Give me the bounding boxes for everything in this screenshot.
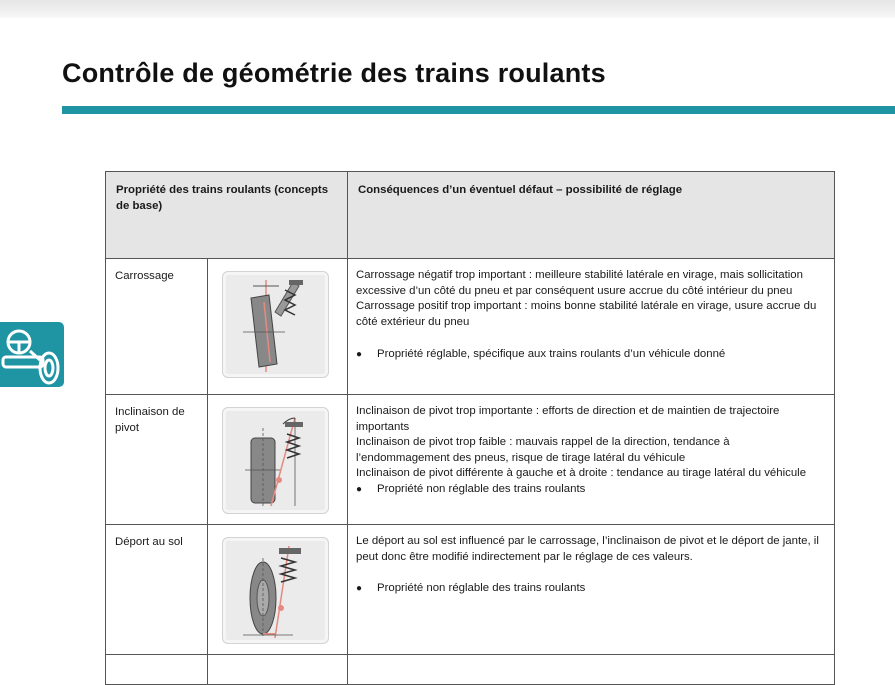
page-title: Contrôle de géométrie des trains roulants: [62, 58, 606, 88]
top-shade-bar: [0, 0, 895, 18]
kingpin-inclination-diagram-icon: [222, 407, 329, 514]
list-item: [356, 347, 826, 363]
consequence-text: Inclinaison de pivot trop importante : efforts de direction et de maintien de trajectoire importants: [356, 405, 780, 433]
list-item: [356, 482, 826, 498]
property-column-header: Propriété des trains roulants (concepts de base): [106, 172, 348, 259]
title-rule: [62, 106, 895, 114]
bullet-icon: ●: [356, 349, 363, 361]
consequence-text: Inclinaison de pivot trop faible : mauvais rappel de la direction, tendance à l’endommagement des pneus, risque de tirage latéral du véhicule: [356, 436, 730, 464]
chassis-properties-table: [105, 171, 835, 685]
bullet-icon: ●: [356, 583, 363, 595]
scrub-radius-diagram-icon: [222, 537, 329, 644]
table-row: [106, 259, 835, 395]
bullet-text: Propriété non réglable des trains roulants: [377, 482, 586, 495]
table-row: [106, 525, 835, 655]
property-cell: Déport au sol: [106, 525, 208, 655]
table-header-row: [106, 172, 835, 259]
table-row: [106, 395, 835, 525]
table-row: [106, 655, 835, 685]
bullet-text: Propriété réglable, spécifique aux trains roulants d’un véhicule donné: [377, 348, 726, 361]
consequence-text: Carrossage négatif trop important : meilleure stabilité latérale en virage, mais sollicitation excessive d’un côté du pneu et par conséquent usure accrue du côté intérieur du pneu: [356, 269, 803, 297]
consequence-text: Inclinaison de pivot différente à gauche et à droite : tendance au tirage latéral du véhicule: [356, 467, 807, 480]
consequence-text: Carrossage positif trop important : moins bonne stabilité latérale en virage, usure accrue du côté extérieur du pneu: [356, 300, 817, 328]
consequences-column-header: Conséquences d’un éventuel défaut – possibilité de réglage: [348, 172, 835, 259]
list-item: [356, 581, 826, 597]
property-cell: Carrossage: [106, 259, 208, 395]
property-cell: Inclinaison de pivot: [106, 395, 208, 525]
camber-diagram-icon: [222, 271, 329, 378]
consequence-text: Le déport au sol est influencé par le carrossage, l’inclinaison de pivot et le déport de jante, il peut donc être modifié indirectement par le réglage de ces valeurs.: [356, 535, 819, 563]
bullet-icon: ●: [356, 483, 363, 495]
vehicle-steering-wheel-icon: [0, 322, 64, 387]
bullet-text: Propriété non réglable des trains roulants: [377, 582, 586, 595]
